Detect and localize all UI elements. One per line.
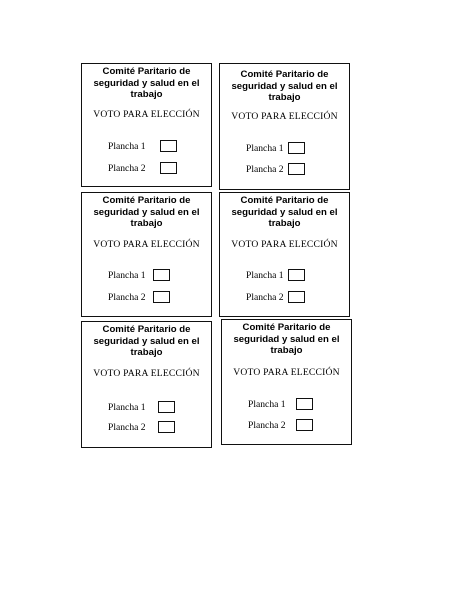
ballot-subtitle: VOTO PARA ELECCIÓN [231,239,338,250]
vote-checkbox-plancha-1[interactable] [160,140,177,152]
ballot-title: Comité Paritario de seguridad y salud en el trabajo [231,195,338,229]
ballot-card-2 [219,63,350,190]
vote-checkbox-plancha-2[interactable] [296,419,313,431]
ballot-card-6 [221,319,352,445]
ballot-subtitle: VOTO PARA ELECCIÓN [93,109,200,120]
option-label: Plancha 1 [246,270,284,281]
option-label: Plancha 2 [108,163,146,174]
ballot-card-3 [81,192,212,317]
option-label: Plancha 2 [246,164,284,175]
option-label: Plancha 2 [246,292,284,303]
ballot-card-1 [81,63,212,187]
ballot-title: Comité Paritario de seguridad y salud en el trabajo [93,195,200,229]
vote-checkbox-plancha-1[interactable] [153,269,170,281]
option-label: Plancha 1 [248,399,286,410]
option-label: Plancha 1 [108,270,146,281]
option-label: Plancha 2 [108,292,146,303]
ballot-card-4 [219,192,350,317]
vote-checkbox-plancha-1[interactable] [288,269,305,281]
ballot-title: Comité Paritario de seguridad y salud en el trabajo [93,324,200,358]
option-label: Plancha 1 [246,143,284,154]
option-label: Plancha 2 [248,420,286,431]
ballot-subtitle: VOTO PARA ELECCIÓN [93,368,200,379]
vote-checkbox-plancha-2[interactable] [153,291,170,303]
ballot-subtitle: VOTO PARA ELECCIÓN [233,367,340,378]
vote-checkbox-plancha-1[interactable] [288,142,305,154]
ballot-card-5 [81,321,212,448]
ballot-subtitle: VOTO PARA ELECCIÓN [93,239,200,250]
vote-checkbox-plancha-1[interactable] [158,401,175,413]
option-label: Plancha 1 [108,402,146,413]
vote-checkbox-plancha-2[interactable] [158,421,175,433]
vote-checkbox-plancha-2[interactable] [288,163,305,175]
vote-checkbox-plancha-2[interactable] [160,162,177,174]
vote-checkbox-plancha-1[interactable] [296,398,313,410]
ballot-title: Comité Paritario de seguridad y salud en el trabajo [233,322,340,356]
ballot-title: Comité Paritario de seguridad y salud en el trabajo [231,69,338,103]
ballot-subtitle: VOTO PARA ELECCIÓN [231,111,338,122]
option-label: Plancha 1 [108,141,146,152]
vote-checkbox-plancha-2[interactable] [288,291,305,303]
option-label: Plancha 2 [108,422,146,433]
ballot-title: Comité Paritario de seguridad y salud en el trabajo [93,66,200,100]
